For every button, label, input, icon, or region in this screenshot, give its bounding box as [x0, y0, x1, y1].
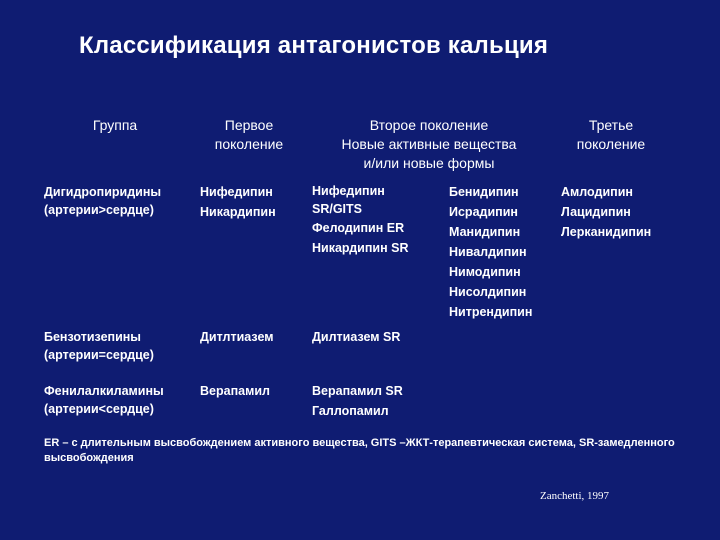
header-second-line-1: Второе поколение — [369, 117, 489, 133]
group-ratio: (артерии=сердце) — [44, 348, 154, 362]
header-group — [62, 116, 168, 135]
slide-title: Классификация антагонистов кальция — [79, 32, 549, 59]
drug-name: Нитрендипин — [449, 305, 533, 319]
header-second-generation — [304, 116, 554, 173]
group-ratio: (артерии<сердце) — [44, 402, 154, 416]
drug-name: Никардипин — [200, 205, 276, 219]
drug-name: Нивалдипин — [449, 245, 527, 259]
group-name: Дигидропиридины — [44, 185, 162, 199]
header-second-line-2: Новые активные вещества — [341, 136, 517, 152]
drug-name: Бенидипин — [449, 185, 519, 199]
drug-name: SR/GITS — [312, 202, 363, 216]
row-benzothiazepines-second — [312, 327, 400, 347]
drug-name: Нимодипин — [449, 265, 521, 279]
header-first-line-1: Первое — [224, 117, 274, 133]
row-phenylalkylamines-group — [44, 382, 164, 418]
row-dihydropyridines-second-forms — [312, 182, 408, 258]
drug-name: Верапамил SR — [312, 384, 403, 398]
citation: Zanchetti, 1997 — [540, 490, 610, 502]
header-first-line-2: поколение — [214, 136, 284, 152]
row-dihydropyridines-third — [561, 182, 651, 242]
drug-name: Нисолдипин — [449, 285, 527, 299]
drug-name: Фелодипин ER — [312, 221, 405, 235]
drug-name: Нифедипин — [312, 184, 385, 198]
footnote: ER – с длительным высвобождением активного вещества, GITS –ЖКТ-терапевтическая система, SR-замедленного высвобождения — [44, 437, 675, 464]
drug-name: Лацидипин — [561, 205, 631, 219]
drug-name: Никардипин SR — [312, 241, 409, 255]
header-second-line-3: и/или новые формы — [363, 155, 495, 171]
header-third-line-1: Третье — [588, 117, 634, 133]
row-benzothiazepines-group — [44, 328, 154, 364]
drug-name: Дитлтиазем — [200, 330, 274, 344]
header-group-line: Группа — [92, 117, 138, 133]
group-ratio: (артерии>сердце) — [44, 203, 154, 217]
drug-name: Галлопамил — [312, 404, 389, 418]
row-dihydropyridines-first — [200, 182, 276, 222]
row-phenylalkylamines-second — [312, 381, 403, 421]
row-dihydropyridines-group — [44, 183, 161, 219]
drug-name: Верапамил — [200, 384, 270, 398]
drug-name: Дилтиазем SR — [312, 330, 401, 344]
row-phenylalkylamines-first — [200, 381, 270, 401]
drug-name: Манидипин — [449, 225, 521, 239]
header-third-line-2: поколение — [576, 136, 646, 152]
row-benzothiazepines-first — [200, 327, 273, 347]
header-first-generation — [194, 116, 304, 154]
drug-name: Лерканидипин — [561, 225, 652, 239]
drug-name: Нифедипин — [200, 185, 273, 199]
group-name: Фенилалкиламины — [44, 384, 164, 398]
group-name: Бензотизепины — [44, 330, 141, 344]
drug-name: Амлодипин — [561, 185, 633, 199]
drug-name: Исрадипин — [449, 205, 518, 219]
header-third-generation — [556, 116, 666, 154]
row-dihydropyridines-second-new — [449, 182, 532, 322]
